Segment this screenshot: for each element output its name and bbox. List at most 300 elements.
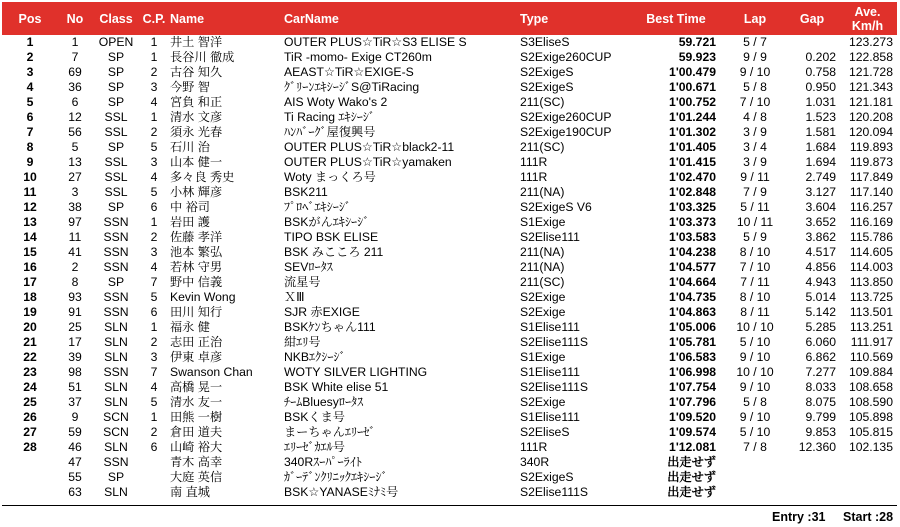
row-average-speed: 113.501 xyxy=(849,305,893,319)
row-class-position: 2 xyxy=(150,65,158,79)
row-best-time: 1'03.325 xyxy=(669,200,716,214)
row-pos: 6 xyxy=(26,110,34,124)
row-car-type: 211(NA) xyxy=(520,260,565,274)
row-class: SP xyxy=(107,65,125,79)
row-average-speed: 102.135 xyxy=(848,440,893,454)
row-lap xyxy=(724,485,786,500)
row-car-type: 211(SC) xyxy=(520,275,565,289)
row-best-time: 1'00.752 xyxy=(669,95,716,109)
row-best-time: 1'05.006 xyxy=(669,320,716,334)
row-average-speed: 116.169 xyxy=(849,215,893,229)
row-gap: 5.285 xyxy=(805,320,836,334)
row-gap xyxy=(786,470,838,485)
row-car-type: S2Exige190CUP xyxy=(520,125,612,139)
row-class: SSN xyxy=(103,245,129,259)
row-pos: 26 xyxy=(23,410,37,424)
row-pos: 28 xyxy=(23,440,37,454)
row-number: 39 xyxy=(68,350,82,364)
row-best-time: 59.923 xyxy=(678,50,716,64)
row-gap: 12.360 xyxy=(798,440,836,454)
row-class: SSN xyxy=(103,290,129,304)
row-best-time: 59.721 xyxy=(678,35,716,49)
row-average-speed: 115.786 xyxy=(849,230,893,244)
row-lap: 8 / 10 xyxy=(739,245,771,259)
row-gap: 2.749 xyxy=(805,170,836,184)
row-average-speed: 120.208 xyxy=(848,110,893,124)
row-average-speed: 113.725 xyxy=(849,290,893,304)
table-row xyxy=(2,305,897,320)
row-number: 56 xyxy=(68,125,82,139)
row-car-type: 111R xyxy=(520,170,548,184)
row-average-speed: 119.873 xyxy=(849,155,893,169)
row-number: 63 xyxy=(68,485,82,499)
row-pos: 12 xyxy=(23,200,37,214)
row-best-time: 1'00.671 xyxy=(669,80,716,94)
row-gap xyxy=(786,35,838,50)
row-car-type: 211(SC) xyxy=(520,140,565,154)
header-pos: Pos xyxy=(2,2,58,35)
row-class: SLN xyxy=(104,335,128,349)
row-class-position: 1 xyxy=(150,320,158,334)
row-car-name: 紺ｴﾘ号 xyxy=(284,335,321,349)
table-body xyxy=(2,35,897,500)
row-car-type: S1Exige xyxy=(520,215,566,229)
row-class: OPEN xyxy=(98,35,134,49)
table-row xyxy=(2,320,897,335)
row-pos: 15 xyxy=(23,245,37,259)
row-best-time: 1'00.479 xyxy=(669,65,716,79)
row-number: 5 xyxy=(71,140,79,154)
table-row xyxy=(2,110,897,125)
row-car-name: 流星号 xyxy=(284,275,321,289)
row-gap: 1.581 xyxy=(805,125,836,139)
row-best-time: 1'09.574 xyxy=(669,425,716,439)
row-number: 1 xyxy=(71,35,79,49)
row-best-time: 1'12.081 xyxy=(669,440,716,454)
row-number: 93 xyxy=(68,290,82,304)
row-number: 41 xyxy=(68,245,82,259)
row-number: 97 xyxy=(68,215,82,229)
footer-divider xyxy=(2,505,897,506)
row-lap: 5 / 8 xyxy=(743,395,767,409)
row-gap: 7.277 xyxy=(805,365,836,379)
row-car-name: OUTER PLUS☆TiR☆S3 ELISE S xyxy=(284,35,467,49)
row-average-speed: 114.003 xyxy=(849,260,893,274)
row-lap: 9 / 10 xyxy=(739,350,771,364)
row-pos: 10 xyxy=(23,170,37,184)
row-car-name: ＸⅢ xyxy=(284,290,305,304)
row-class-position: 1 xyxy=(150,35,158,49)
row-car-type: S2ExigeS xyxy=(520,80,574,94)
row-class-position: 5 xyxy=(150,395,158,409)
row-number: 6 xyxy=(71,95,79,109)
row-driver-name: 倉田 道夫 xyxy=(170,425,223,439)
row-driver-name: 野中 信義 xyxy=(170,275,223,289)
row-gap: 6.060 xyxy=(805,335,836,349)
header-ave-line1: Ave. xyxy=(854,4,881,19)
row-driver-name: 小林 輝彦 xyxy=(170,185,223,199)
row-driver-name: 若林 守男 xyxy=(170,260,223,274)
header-cp: C.P. xyxy=(140,2,168,35)
row-gap: 0.202 xyxy=(805,50,836,64)
row-car-name: AEAST☆TiR☆EXIGE-S xyxy=(284,65,414,79)
row-number: 25 xyxy=(68,320,82,334)
row-average-speed: 108.590 xyxy=(848,395,893,409)
row-class-position: 4 xyxy=(150,170,158,184)
row-class-position xyxy=(140,485,168,500)
row-class: SLN xyxy=(104,380,128,394)
table-row xyxy=(2,185,897,200)
row-car-name: NKBｴｸｼｰｼﾞ xyxy=(284,350,346,364)
header-gap: Gap xyxy=(786,2,838,35)
row-number: 12 xyxy=(68,110,82,124)
row-number: 47 xyxy=(68,455,82,469)
row-driver-name: 石川 治 xyxy=(170,140,210,154)
row-average-speed: 109.884 xyxy=(848,365,893,379)
row-number: 27 xyxy=(68,170,82,184)
row-pos: 5 xyxy=(26,95,34,109)
row-car-name: ｴﾘｰｾﾞｶｴﾙ号 xyxy=(284,440,345,454)
row-class-position: 5 xyxy=(150,185,158,199)
row-class-position: 1 xyxy=(150,110,158,124)
row-car-type: S2Exige xyxy=(520,395,566,409)
row-class-position: 6 xyxy=(150,200,158,214)
results-table xyxy=(2,2,897,500)
row-gap xyxy=(786,455,838,470)
row-class: SP xyxy=(107,470,125,484)
row-car-type: S2Exige xyxy=(520,290,566,304)
row-lap: 3 / 9 xyxy=(743,125,767,139)
table-row xyxy=(2,455,897,470)
row-car-type: S2ExigeS xyxy=(520,470,574,484)
row-best-time: 1'04.577 xyxy=(669,260,716,274)
row-driver-name: Swanson Chan xyxy=(170,365,253,379)
row-gap: 1.694 xyxy=(805,155,836,169)
row-best-time: 1'01.244 xyxy=(669,110,716,124)
row-driver-name: 岩田 護 xyxy=(170,215,210,229)
row-best-time: 1'09.520 xyxy=(669,410,716,424)
header-class: Class xyxy=(92,2,140,35)
header-name: Name xyxy=(168,2,282,35)
row-number: 55 xyxy=(68,470,82,484)
row-class: SSL xyxy=(104,125,128,139)
table-row xyxy=(2,170,897,185)
row-class-position: 1 xyxy=(150,215,158,229)
header-no: No xyxy=(58,2,92,35)
row-gap: 1.684 xyxy=(805,140,836,154)
row-driver-name: 田川 知行 xyxy=(170,305,223,319)
row-gap: 3.127 xyxy=(805,185,836,199)
row-car-type: S2Elise111S xyxy=(520,380,588,394)
table-row xyxy=(2,95,897,110)
header-ave-line2: Km/h xyxy=(851,18,884,33)
row-pos: 1 xyxy=(26,35,34,49)
row-lap: 7 / 10 xyxy=(739,260,771,274)
row-car-type: 211(NA) xyxy=(520,185,565,199)
row-car-name: BSK211 xyxy=(284,185,328,199)
row-number: 9 xyxy=(71,410,79,424)
row-pos: 20 xyxy=(23,320,37,334)
row-car-name: ｸﾞﾘｰﾝｴｷｼｰｼﾞS@TiRacing xyxy=(284,80,420,94)
row-driver-name: 高橋 晃一 xyxy=(170,380,223,394)
row-car-type: 211(NA) xyxy=(520,245,565,259)
table-row xyxy=(2,335,897,350)
row-class: SSN xyxy=(103,260,129,274)
row-lap: 7 / 9 xyxy=(743,185,767,199)
row-car-type: S1Elise111 xyxy=(520,365,580,379)
row-pos: 17 xyxy=(23,275,37,289)
row-driver-name: 大庭 英信 xyxy=(170,470,223,484)
row-class: SSL xyxy=(104,110,128,124)
row-car-name: 340Rｽｰﾊﾟｰﾗｲﾄ xyxy=(284,455,362,469)
row-class-position: 6 xyxy=(150,305,158,319)
row-car-name: Woty まっくろ号 xyxy=(284,170,376,184)
row-lap: 9 / 10 xyxy=(739,410,771,424)
row-best-time: 1'01.405 xyxy=(669,140,716,154)
row-car-type: S3EliseS xyxy=(520,35,570,49)
row-number: 11 xyxy=(68,230,82,244)
row-car-type: S1Elise111 xyxy=(520,320,580,334)
row-class: SLN xyxy=(104,485,128,499)
row-average-speed: 111.917 xyxy=(850,335,893,349)
row-driver-name: 清水 友一 xyxy=(170,395,223,409)
table-row xyxy=(2,410,897,425)
row-driver-name: 伊東 卓彦 xyxy=(170,350,223,364)
row-driver-name: 南 直城 xyxy=(170,485,210,499)
row-driver-name: 古谷 知久 xyxy=(170,65,223,79)
row-number: 91 xyxy=(68,305,82,319)
table-row xyxy=(2,260,897,275)
row-car-type: S2Elise111 xyxy=(520,230,580,244)
row-class: SLN xyxy=(104,350,128,364)
row-best-time: 1'03.373 xyxy=(669,215,716,229)
row-car-type: S2EliseS xyxy=(520,425,570,439)
row-lap: 5 / 9 xyxy=(743,230,767,244)
row-class: SSN xyxy=(103,230,129,244)
table-row xyxy=(2,155,897,170)
row-best-time: 1'01.302 xyxy=(669,125,716,139)
row-gap: 0.758 xyxy=(805,65,836,79)
row-average-speed: 120.094 xyxy=(848,125,893,139)
row-car-name: BSKくま号 xyxy=(284,410,345,424)
row-number: 7 xyxy=(71,50,79,64)
row-average-speed xyxy=(838,485,897,500)
row-average-speed: 105.898 xyxy=(848,410,893,424)
row-driver-name: 山本 健一 xyxy=(170,155,223,169)
row-class-position: 2 xyxy=(150,335,158,349)
row-gap: 3.862 xyxy=(805,230,836,244)
row-class: SLN xyxy=(104,395,128,409)
table-row xyxy=(2,230,897,245)
row-driver-name: 須永 光春 xyxy=(170,125,223,139)
row-class-position: 2 xyxy=(150,125,158,139)
row-car-name: OUTER PLUS☆TiR☆yamaken xyxy=(284,155,452,169)
row-car-name: ﾌﾟﾛﾍﾞｴｷｼｰｼﾞ xyxy=(284,200,352,214)
row-driver-name: 長谷川 徹成 xyxy=(170,50,235,64)
row-car-name: ｶﾞｰﾃﾞﾝｸﾘﾆｯｸｴｷｼｰｼﾞ xyxy=(284,470,388,484)
row-car-type: 111R xyxy=(520,155,548,169)
row-pos: 3 xyxy=(26,65,34,79)
row-class-position: 3 xyxy=(150,80,158,94)
row-class-position xyxy=(140,455,168,470)
row-car-name: AIS Woty Wako's 2 xyxy=(284,95,388,109)
row-class: SCN xyxy=(103,425,129,439)
row-lap: 10 / 11 xyxy=(736,215,774,229)
row-average-speed: 121.343 xyxy=(848,80,893,94)
row-car-type: S1Elise111 xyxy=(520,410,580,424)
row-average-speed: 105.815 xyxy=(848,425,893,439)
table-header xyxy=(2,2,897,35)
row-pos: 11 xyxy=(23,185,37,199)
row-lap: 3 / 9 xyxy=(743,155,767,169)
row-gap xyxy=(786,485,838,500)
row-car-name: BSK みこころ 211 xyxy=(284,245,384,259)
row-average-speed: 108.658 xyxy=(848,380,893,394)
row-lap: 10 / 10 xyxy=(736,365,774,379)
row-class-position: 4 xyxy=(150,95,158,109)
row-lap: 7 / 10 xyxy=(739,95,771,109)
start-count: Start :28 xyxy=(843,510,894,524)
row-average-speed: 119.893 xyxy=(849,140,893,154)
row-class-position: 3 xyxy=(150,350,158,364)
row-lap xyxy=(724,470,786,485)
row-car-name: OUTER PLUS☆TiR☆black2-11 xyxy=(284,140,455,154)
row-pos: 22 xyxy=(23,350,37,364)
row-car-name: TiR -momo- Exige CT260m xyxy=(284,50,432,64)
row-car-name: ﾁｰﾑBluesyﾛｰﾀｽ xyxy=(284,395,364,409)
row-gap: 9.853 xyxy=(805,425,836,439)
row-lap: 5 / 7 xyxy=(743,35,767,49)
row-average-speed: 113.251 xyxy=(849,320,893,334)
row-average-speed: 117.140 xyxy=(849,185,893,199)
row-car-type: 111R xyxy=(520,440,548,454)
row-best-time: 1'07.754 xyxy=(669,380,716,394)
row-number: 8 xyxy=(71,275,79,289)
table-row xyxy=(2,215,897,230)
row-class-position: 1 xyxy=(150,50,158,64)
header-lap: Lap xyxy=(724,2,786,35)
row-pos: 14 xyxy=(23,230,37,244)
row-car-type: 340R xyxy=(520,455,550,469)
row-best-time: 1'01.415 xyxy=(669,155,716,169)
row-car-type: S2Exige260CUP xyxy=(520,50,612,64)
row-average-speed: 110.569 xyxy=(849,350,893,364)
entry-count: Entry :31 xyxy=(772,510,826,524)
row-car-name: BSK☆YANASEﾐﾅﾐ号 xyxy=(284,485,399,499)
row-average-speed: 116.257 xyxy=(849,200,893,214)
row-gap: 6.862 xyxy=(805,350,836,364)
row-gap: 8.033 xyxy=(805,380,836,394)
row-number: 51 xyxy=(68,380,82,394)
row-driver-name: 青木 高幸 xyxy=(170,455,223,469)
row-pos: 7 xyxy=(26,125,34,139)
table-row xyxy=(2,35,897,50)
row-car-type: S2Exige260CUP xyxy=(520,110,612,124)
row-class: SSN xyxy=(103,365,129,379)
row-pos: 25 xyxy=(23,395,37,409)
row-driver-name: 宮負 和正 xyxy=(170,95,223,109)
row-best-time: 1'04.735 xyxy=(669,290,716,304)
row-class-position: 4 xyxy=(150,380,158,394)
row-pos: 27 xyxy=(23,425,37,439)
row-car-name: WOTY SILVER LIGHTING xyxy=(284,365,428,379)
row-number: 36 xyxy=(68,80,82,94)
table-row xyxy=(2,65,897,80)
table-row xyxy=(2,365,897,380)
row-car-name: BSKがんｴｷｼｰｼﾞ xyxy=(284,215,370,229)
row-pos: 18 xyxy=(23,290,37,304)
row-average-speed: 121.728 xyxy=(848,65,893,79)
row-car-type: S2Exige xyxy=(520,305,566,319)
row-average-speed: 122.858 xyxy=(848,50,893,64)
row-class: SSN xyxy=(103,215,129,229)
row-driver-name: 田熊 一樹 xyxy=(170,410,223,424)
table-row xyxy=(2,275,897,290)
table-row xyxy=(2,485,897,500)
row-best-time: 出走せず xyxy=(667,470,716,484)
row-gap: 4.517 xyxy=(805,245,836,259)
row-gap: 4.856 xyxy=(805,260,836,274)
row-class: SP xyxy=(107,50,125,64)
row-number: 69 xyxy=(68,65,82,79)
table-row xyxy=(2,80,897,95)
row-pos: 21 xyxy=(23,335,37,349)
row-gap: 8.075 xyxy=(805,395,836,409)
row-car-name: Ti Racing ｴｷｼｰｼﾞ xyxy=(284,110,375,124)
row-lap: 5 / 11 xyxy=(740,200,770,214)
row-lap: 9 / 10 xyxy=(739,380,771,394)
row-car-type: S2ExigeS xyxy=(520,65,574,79)
row-average-speed: 123.273 xyxy=(848,35,893,49)
row-class-position: 2 xyxy=(150,230,158,244)
row-driver-name: 清水 文彦 xyxy=(170,110,223,124)
row-best-time: 1'04.863 xyxy=(669,305,716,319)
row-car-type: S1Exige xyxy=(520,350,566,364)
row-gap: 1.031 xyxy=(805,95,836,109)
row-lap: 10 / 10 xyxy=(736,320,774,334)
table-row xyxy=(2,470,897,485)
row-lap: 5 / 10 xyxy=(739,425,771,439)
row-best-time: 1'07.796 xyxy=(669,395,716,409)
row-best-time: 1'02.848 xyxy=(669,185,716,199)
table-row xyxy=(2,245,897,260)
row-car-type: S2Elise111S xyxy=(520,335,588,349)
row-best-time: 出走せず xyxy=(667,455,716,469)
row-class-position: 2 xyxy=(150,425,158,439)
row-car-name: TIPO BSK ELISE xyxy=(284,230,379,244)
row-class: SCN xyxy=(103,410,129,424)
table-row xyxy=(2,380,897,395)
row-gap: 5.142 xyxy=(805,305,836,319)
row-lap: 5 / 8 xyxy=(743,80,767,94)
row-lap: 4 / 8 xyxy=(743,110,767,124)
row-pos: 8 xyxy=(26,140,34,154)
row-gap: 3.604 xyxy=(805,200,836,214)
table-row xyxy=(2,125,897,140)
row-best-time: 1'06.998 xyxy=(669,365,716,379)
row-lap: 9 / 11 xyxy=(740,170,770,184)
row-driver-name: 今野 智 xyxy=(170,80,210,94)
row-gap: 5.014 xyxy=(805,290,836,304)
row-gap: 3.652 xyxy=(805,215,836,229)
table-row xyxy=(2,440,897,455)
row-pos xyxy=(2,485,58,500)
row-lap: 7 / 8 xyxy=(743,440,767,454)
row-driver-name: 井土 智洋 xyxy=(170,35,223,49)
row-number: 3 xyxy=(71,185,79,199)
row-class-position: 4 xyxy=(150,260,158,274)
row-average-speed xyxy=(838,455,897,470)
